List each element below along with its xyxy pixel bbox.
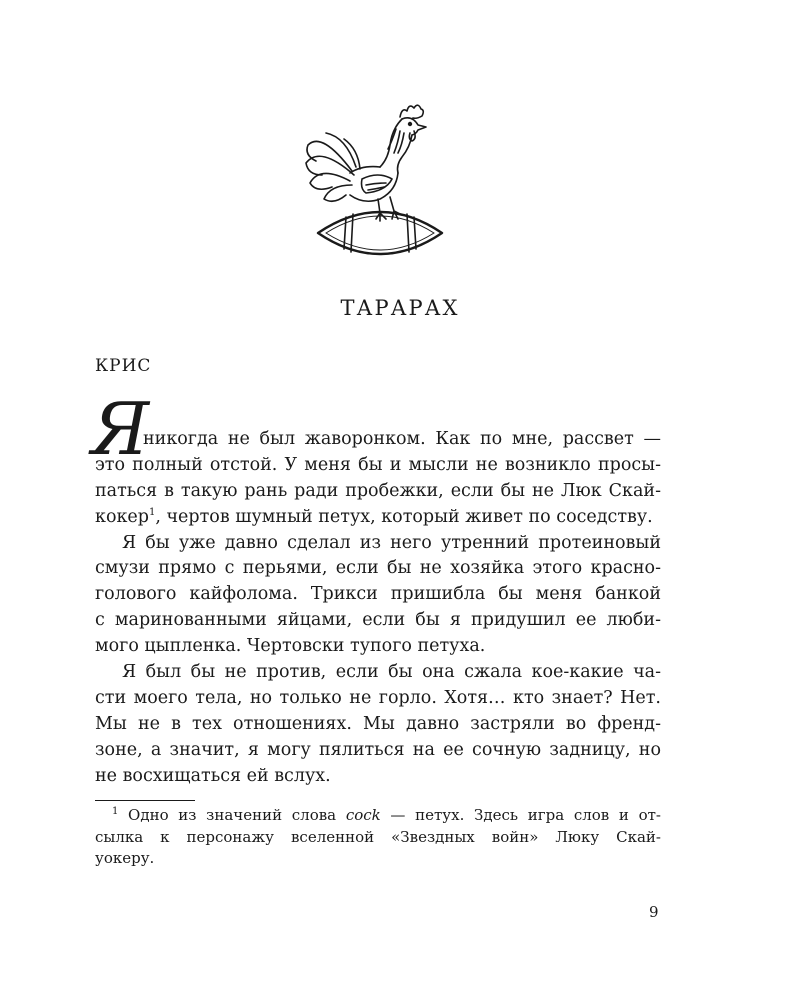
text-line: Мы не в тех отношениях. Мы давно застряли во френд- xyxy=(95,713,661,734)
text-line: Я был бы не против, если бы она сжала кое-какие ча- xyxy=(122,662,661,683)
footnote-line: сылка к персонажу вселенной «Звездных войн» Люку Скай- xyxy=(95,827,661,846)
text-line: паться в такую рань ради пробежки, если бы не Люк Скай- xyxy=(95,480,661,501)
body-text xyxy=(91,387,661,789)
text-line: сти моего тела, но только не горло. Хотя… кто знает? Нет. xyxy=(95,687,661,708)
text-line: смузи прямо с перьями, если бы не хозяйка этого красно- xyxy=(95,558,661,579)
footnote-line: уокеру. xyxy=(95,849,155,867)
text-line: это полный отстой. У меня бы и мысли не возникло просы- xyxy=(95,454,661,475)
footnote-marker: 1 xyxy=(112,806,119,817)
text-line: с маринованными яйцами, если бы я придушил ее люби- xyxy=(95,610,661,631)
chapter-title: ТАРАРАХ xyxy=(340,296,460,320)
text-line: Я никогда не был жаворонком. Как по мне, рассвет — xyxy=(91,387,661,471)
rooster-icon xyxy=(306,105,426,221)
footnote-reference: 1 xyxy=(148,506,156,518)
narrator-name: КРИС xyxy=(95,356,152,376)
page-number: 9 xyxy=(649,903,659,921)
drop-cap: Я xyxy=(91,387,150,471)
footnote-divider xyxy=(95,800,195,801)
text-line: не восхищаться ей вслух. xyxy=(95,765,331,786)
text-line: зоне, а значит, я могу пялиться на ее сочную задницу, но xyxy=(95,739,661,760)
text-line: Я бы уже давно сделал из него утренний протеиновый xyxy=(122,532,661,553)
text-line: кокер$^1$, чертов шумный петух, который живет по соседству. xyxy=(95,506,653,527)
rooster-on-football-illustration xyxy=(300,95,460,265)
text-line: мого цыпленка. Чертовски тупого петуха. xyxy=(95,636,486,657)
text-line: голового кайфолома. Трикси пришибла бы меня банкой xyxy=(95,584,661,605)
footnote-line: $^1$ Одно из значений слова cock — петух. Здесь игра слов и от- xyxy=(112,806,661,824)
footnote xyxy=(95,805,661,870)
